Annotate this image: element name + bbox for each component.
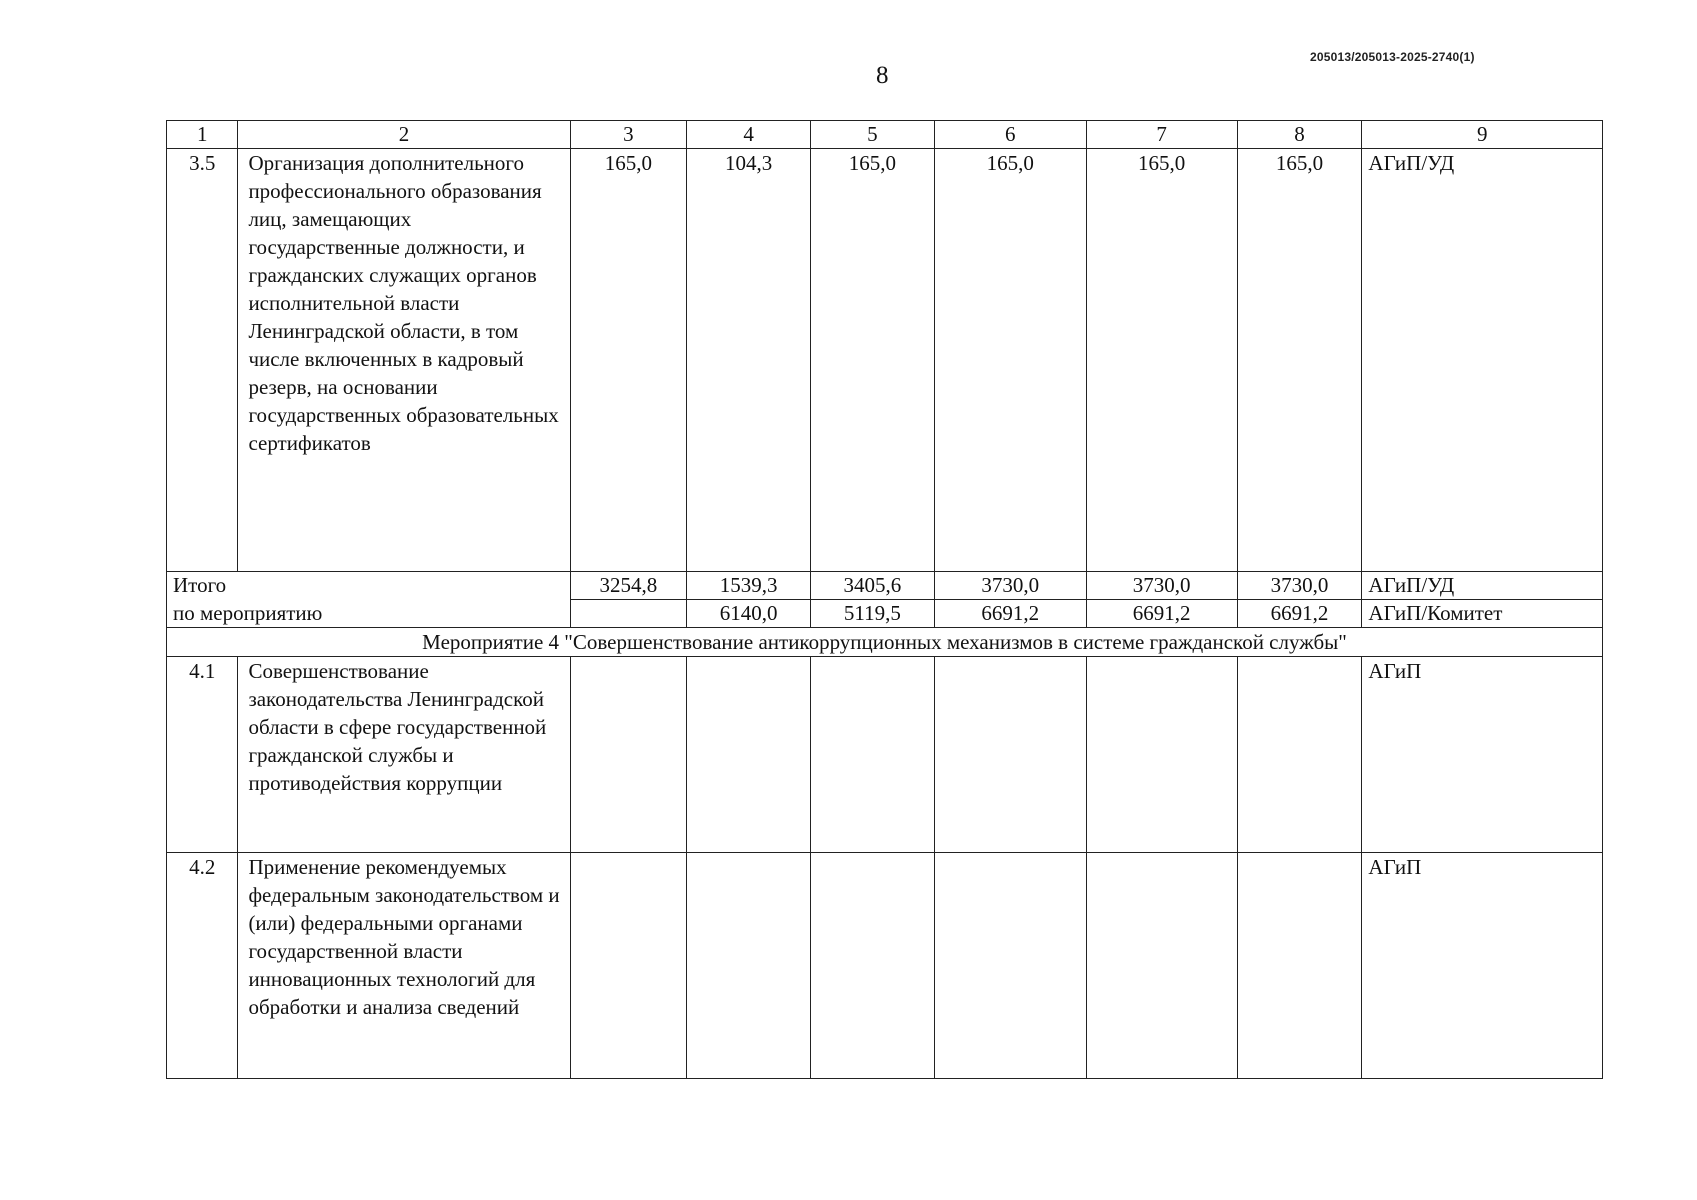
row-description: Организация дополнительного профессионального образования лиц, замещающих государственные должности, и гражданских служащих органов исполнительной власти Ленинградской области, в том числе включенных в кадровый резерв, на основании государственных образовательных сертификатов: [238, 149, 570, 572]
total-value-cell: 6691,2: [1086, 600, 1237, 628]
total-label: Итого: [167, 572, 571, 600]
row-description: Применение рекомендуемых федеральным законодательством и (или) федеральными органами государственной власти инновационных технологий для обработки и анализа сведений: [238, 853, 570, 1079]
header-cell: 6: [934, 121, 1086, 149]
value-cell: [570, 853, 687, 1079]
table-row-3-5: [167, 149, 1603, 572]
row-number: 4.1: [167, 657, 238, 853]
total-row-2: [167, 600, 1603, 628]
value-cell: 165,0: [1086, 149, 1237, 572]
total-value-cell: 3254,8: [570, 572, 687, 600]
value-cell: 104,3: [687, 149, 811, 572]
total-value-cell: 6691,2: [1237, 600, 1362, 628]
total-executor: АГиП/Комитет: [1362, 600, 1603, 628]
header-cell: 4: [687, 121, 811, 149]
total-row-1: [167, 572, 1603, 600]
row-description: Совершенствование законодательства Ленинградской области в сфере государственной гражданской службы и противодействия коррупции: [238, 657, 570, 853]
total-value-cell: [570, 600, 687, 628]
value-cell: [1086, 657, 1237, 853]
event-title: Мероприятие 4 "Совершенствование антикоррупционных механизмов в системе гражданской службы": [167, 628, 1603, 657]
total-value-cell: 5119,5: [811, 600, 935, 628]
value-cell: 165,0: [811, 149, 935, 572]
header-cell: 7: [1086, 121, 1237, 149]
total-value-cell: 6691,2: [934, 600, 1086, 628]
total-value-cell: 3730,0: [1237, 572, 1362, 600]
header-cell: 8: [1237, 121, 1362, 149]
value-cell: [811, 853, 935, 1079]
total-executor: АГиП/УД: [1362, 572, 1603, 600]
value-cell: [1237, 853, 1362, 1079]
value-cell: [811, 657, 935, 853]
total-label-line2: по мероприятию: [167, 600, 571, 628]
executor-cell: АГиП/УД: [1362, 149, 1603, 572]
value-cell: [934, 853, 1086, 1079]
row-number: 4.2: [167, 853, 238, 1079]
table-row-4-1: [167, 657, 1603, 853]
header-cell: 5: [811, 121, 935, 149]
table-row-4-2: [167, 853, 1603, 1079]
value-cell: 165,0: [1237, 149, 1362, 572]
total-value-cell: 3405,6: [811, 572, 935, 600]
header-cell: 1: [167, 121, 238, 149]
value-cell: [687, 657, 811, 853]
total-value-cell: 1539,3: [687, 572, 811, 600]
value-cell: [934, 657, 1086, 853]
value-cell: 165,0: [570, 149, 687, 572]
document-id: 205013/205013-2025-2740(1): [1310, 50, 1475, 64]
total-value-cell: 3730,0: [934, 572, 1086, 600]
executor-cell: АГиП: [1362, 853, 1603, 1079]
header-cell: 2: [238, 121, 570, 149]
header-cell: 3: [570, 121, 687, 149]
event-4-title-row: [167, 628, 1603, 657]
value-cell: [570, 657, 687, 853]
total-value-cell: 6140,0: [687, 600, 811, 628]
header-cell: 9: [1362, 121, 1603, 149]
value-cell: 165,0: [934, 149, 1086, 572]
value-cell: [1086, 853, 1237, 1079]
value-cell: [1237, 657, 1362, 853]
row-number: 3.5: [167, 149, 238, 572]
header-row: [167, 121, 1603, 149]
executor-cell: АГиП: [1362, 657, 1603, 853]
total-value-cell: 3730,0: [1086, 572, 1237, 600]
page-number: 8: [876, 62, 889, 89]
value-cell: [687, 853, 811, 1079]
program-table: [166, 120, 1603, 1079]
